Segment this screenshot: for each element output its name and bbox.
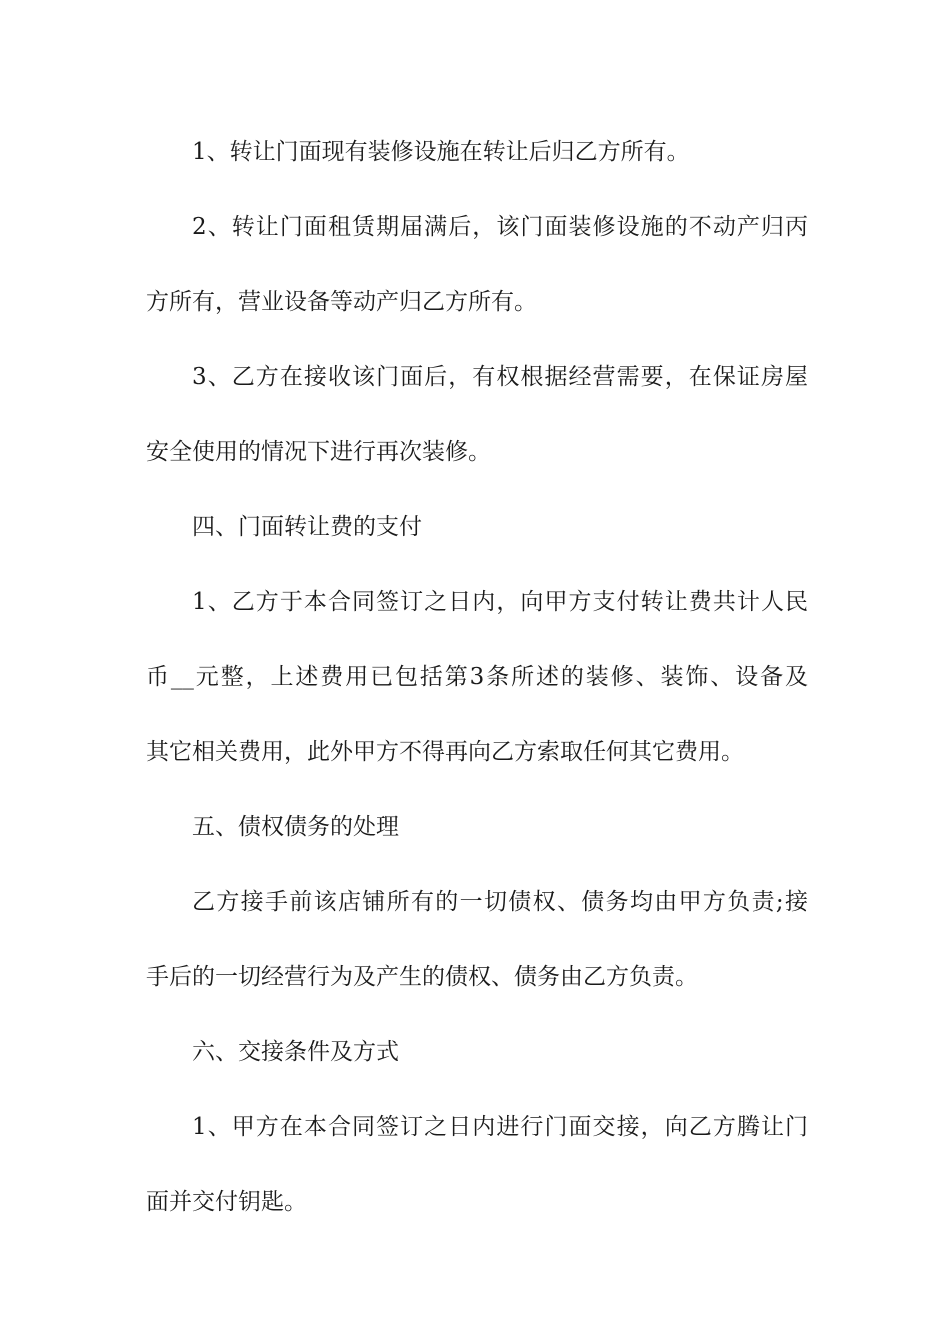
clause-line: 安全使用的情况下进行再次装修。 xyxy=(146,439,491,465)
clause-line: 手后的一切经营行为及产生的债权、债务由乙方负责。 xyxy=(146,964,698,990)
clause-line: 乙方接手前该店铺所有的一切债权、债务均由甲方负责;接 xyxy=(192,889,808,915)
clause-line: 3、乙方在接收该门面后，有权根据经营需要，在保证房屋 xyxy=(192,364,808,390)
clause-line: 1、乙方于本合同签订之日内，向甲方支付转让费共计人民 xyxy=(192,589,808,615)
clause-line: 1、甲方在本合同签订之日内进行门面交接，向乙方腾让门 xyxy=(192,1114,808,1140)
section-heading: 六、交接条件及方式 xyxy=(192,1039,399,1065)
clause-line: 面并交付钥匙。 xyxy=(146,1189,307,1215)
clause-line: 币__元整，上述费用已包括第3条所述的装修、装饰、设备及 xyxy=(146,664,808,690)
clause-line: 其它相关费用，此外甲方不得再向乙方索取任何其它费用。 xyxy=(146,739,744,765)
clause-line: 1、转让门面现有装修设施在转让后归乙方所有。 xyxy=(192,139,690,165)
section-heading: 五、债权债务的处理 xyxy=(192,814,399,840)
clause-line: 方所有，营业设备等动产归乙方所有。 xyxy=(146,289,537,315)
section-heading: 四、门面转让费的支付 xyxy=(192,514,422,540)
clause-line: 2、转让门面租赁期届满后，该门面装修设施的不动产归丙 xyxy=(192,214,808,240)
